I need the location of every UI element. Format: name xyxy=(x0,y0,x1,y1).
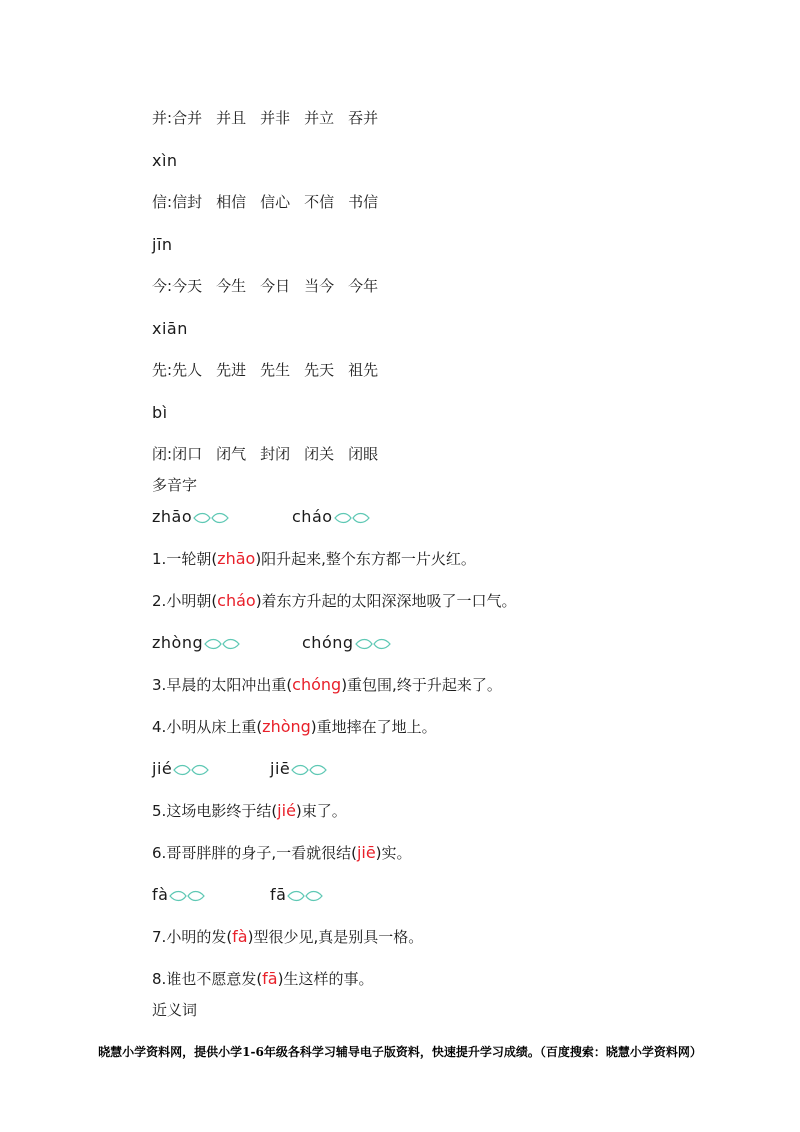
answer-pinyin: jiē xyxy=(356,843,376,862)
leaf-blank-icon xyxy=(334,512,370,524)
pinyin-option: fā xyxy=(270,885,323,905)
word: 祖先 xyxy=(348,361,379,379)
group-char: 今 xyxy=(152,277,168,295)
answer-pinyin: fà xyxy=(232,927,248,946)
sentence-2: 2.小明朝(cháo)着东方升起的太阳深深地吸了一口气。 xyxy=(152,591,517,610)
leaf-blank-icon xyxy=(287,890,323,902)
answer-pinyin: chóng xyxy=(292,675,342,694)
leaf-blank-icon xyxy=(193,512,229,524)
word-line-jin: 今:今天 今生 今日 当今 今年 xyxy=(152,277,379,295)
word: 不信 xyxy=(304,193,335,211)
sentence-3: 3.早晨的太阳冲出重(chóng)重包围,终于升起来了。 xyxy=(152,675,502,694)
group-char: 信 xyxy=(152,193,168,211)
section-title-polyphonic: 多音字 xyxy=(152,476,198,494)
word: 并非 xyxy=(260,109,291,127)
sentence-7: 7.小明的发(fà)型很少见,真是别具一格。 xyxy=(152,927,424,946)
word: 封闭 xyxy=(260,445,291,463)
word-line-xian: 先:先人 先进 先生 先天 祖先 xyxy=(152,361,379,379)
answer-pinyin: jié xyxy=(277,801,296,820)
pinyin-heading xyxy=(152,507,552,529)
pinyin-option: jiē xyxy=(270,759,327,779)
sentence-6: 6.哥哥胖胖的身子,一看就很结(jiē)实。 xyxy=(152,843,412,862)
word: 并立 xyxy=(304,109,335,127)
word: 当今 xyxy=(304,277,335,295)
section-title-synonyms: 近义词 xyxy=(152,1001,198,1019)
word-line-bi: 闭:闭口 闭气 封闭 闭关 闭眼 xyxy=(152,445,379,463)
pinyin-option: jié xyxy=(152,759,209,779)
group-char: 闭 xyxy=(152,445,168,463)
word: 今年 xyxy=(348,277,379,295)
word: 并且 xyxy=(216,109,247,127)
pinyin-option: fà xyxy=(152,885,205,905)
word: 先进 xyxy=(216,361,247,379)
pinyin-xian: xiān xyxy=(152,319,188,338)
word: 闭关 xyxy=(304,445,335,463)
leaf-blank-icon xyxy=(173,764,209,776)
word: 先天 xyxy=(304,361,335,379)
pinyin-option: chóng xyxy=(302,633,391,653)
answer-pinyin: cháo xyxy=(217,591,256,610)
leaf-blank-icon xyxy=(355,638,391,650)
word: 吞并 xyxy=(348,109,379,127)
word: 合并 xyxy=(172,109,203,127)
word: 闭眼 xyxy=(348,445,379,463)
pinyin-bi: bì xyxy=(152,403,168,422)
word: 书信 xyxy=(348,193,379,211)
sentence-5: 5.这场电影终于结(jié)束了。 xyxy=(152,801,347,820)
word: 信心 xyxy=(260,193,291,211)
word: 相信 xyxy=(216,193,247,211)
pinyin-jin: jīn xyxy=(152,235,173,254)
page-footer: 晓慧小学资料网，提供小学1-6年级各科学习辅导电子版资料，快速提升学习成绩。（百度搜索：晓慧小学资料网） xyxy=(98,1045,702,1059)
word: 今生 xyxy=(216,277,247,295)
pinyin-xin: xìn xyxy=(152,151,178,170)
pinyin-heading xyxy=(152,759,552,781)
group-char: 并 xyxy=(152,109,168,127)
group-char: 先 xyxy=(152,361,168,379)
pinyin-heading xyxy=(152,885,552,907)
word: 先人 xyxy=(172,361,203,379)
pinyin-option: cháo xyxy=(292,507,370,527)
leaf-blank-icon xyxy=(204,638,240,650)
pinyin-option: zhòng xyxy=(152,633,240,653)
answer-pinyin: zhāo xyxy=(217,549,256,568)
word: 信封 xyxy=(172,193,203,211)
leaf-blank-icon xyxy=(291,764,327,776)
word-line-bing: 并:合并 并且 并非 并立 吞并 xyxy=(152,109,379,127)
sentence-4: 4.小明从床上重(zhòng)重地摔在了地上。 xyxy=(152,717,437,736)
word: 今日 xyxy=(260,277,291,295)
sentence-8: 8.谁也不愿意发(fā)生这样的事。 xyxy=(152,969,374,988)
answer-pinyin: fā xyxy=(262,969,278,988)
answer-pinyin: zhòng xyxy=(262,717,311,736)
pinyin-heading xyxy=(152,633,552,655)
word: 闭口 xyxy=(172,445,203,463)
word: 闭气 xyxy=(216,445,247,463)
word: 先生 xyxy=(260,361,291,379)
sentence-1: 1.一轮朝(zhāo)阳升起来,整个东方都一片火红。 xyxy=(152,549,476,568)
leaf-blank-icon xyxy=(169,890,205,902)
pinyin-option: zhāo xyxy=(152,507,229,527)
word-line-xin: 信:信封 相信 信心 不信 书信 xyxy=(152,193,379,211)
word: 今天 xyxy=(172,277,203,295)
